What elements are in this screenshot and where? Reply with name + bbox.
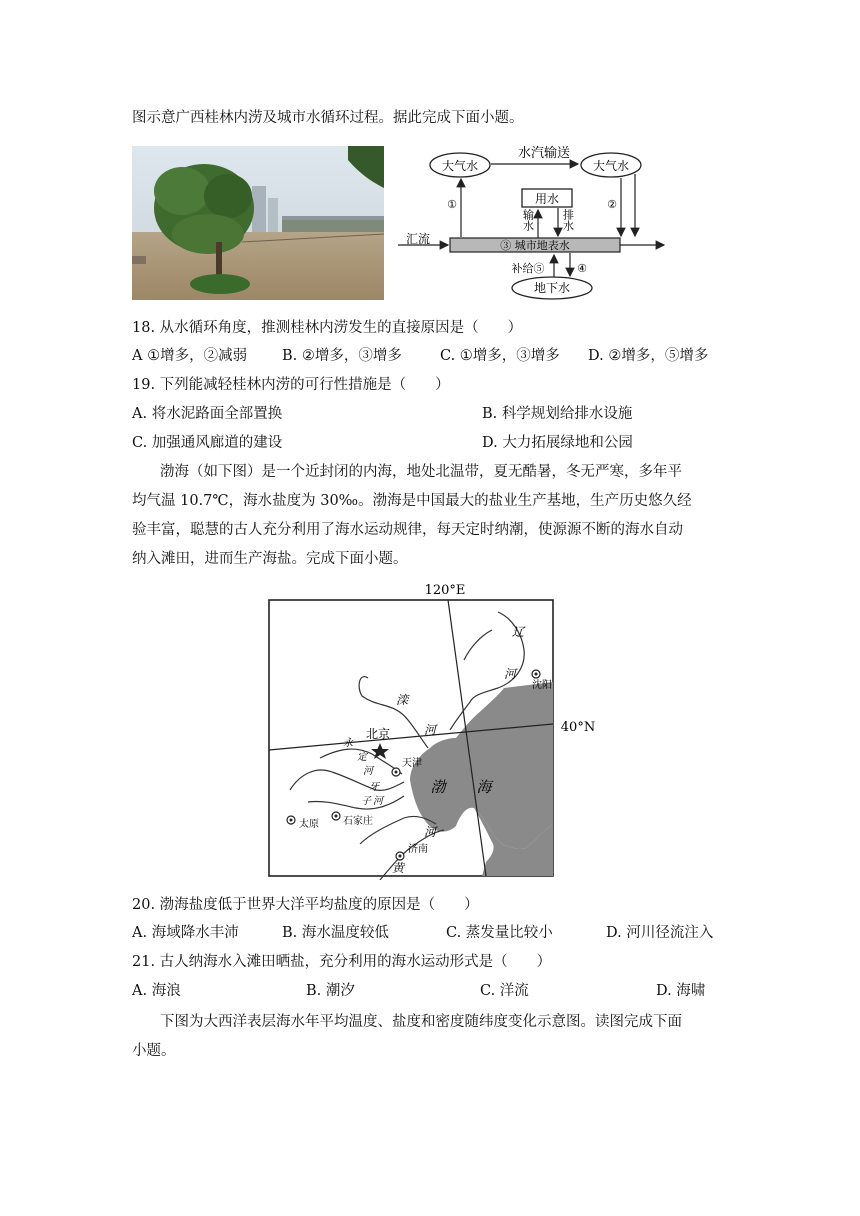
q19-options-row1 (132, 404, 732, 424)
surface-water-label: ③ 城市地表水 (500, 239, 570, 252)
q20-stem: 20. 渤海盐度低于世界大洋平均盐度的原因是（ ） (132, 897, 479, 913)
use-water-label: 用水 (534, 192, 560, 206)
q21-option-c[interactable]: C. 洋流 (480, 983, 529, 999)
para3-line2: 小题。 (132, 1043, 176, 1059)
yellow-label: 黄 (391, 861, 405, 875)
shijiazhuang-label: 石家庄 (343, 816, 373, 827)
q21-option-a[interactable]: A. 海浪 (132, 983, 181, 999)
para2-line1: 渤海（如下图）是一个近封闭的内海，地处北温带，夏无酷暑，冬无严寒，多年平 (160, 464, 682, 480)
tianjin-label: 天津 (402, 758, 422, 769)
para3-line1: 下图为大西洋表层海水年平均温度、盐度和密度随纬度变化示意图。读图完成下面 (160, 1014, 682, 1030)
label-1: ① (447, 198, 457, 211)
lat-label: 40°N (560, 720, 596, 735)
q19-options-row2 (132, 433, 732, 453)
q18-option-b[interactable]: B. ②增多，③增多 (282, 348, 402, 364)
left-atm-label: 大气水 (441, 159, 479, 173)
ya-label: 牙 (369, 782, 379, 793)
sea-label-hai: 海 (476, 778, 492, 796)
water-cycle-diagram (388, 142, 666, 304)
q18-stem: 18. 从水循环角度，推测桂林内涝发生的直接原因是（ ） (132, 320, 523, 336)
liao-label: 辽 (511, 625, 525, 639)
q18-option-c[interactable]: C. ①增多，③增多 (440, 348, 560, 364)
bohai-map (260, 578, 600, 880)
ziya-he-label: 河 (373, 796, 383, 807)
yong-label: 永 (343, 738, 353, 749)
para2-line2: 均气温 10.7℃，海水盐度为 30‰。渤海是中国最大的盐业生产基地，生产历史悠久经 (132, 493, 692, 509)
q20-option-b[interactable]: B. 海水温度较低 (282, 925, 389, 941)
taiyuan-label: 太原 (299, 819, 319, 830)
flood-photo (132, 146, 384, 300)
q20-option-a[interactable]: A. 海域降水丰沛 (132, 925, 239, 941)
q19-option-a[interactable]: A. 将水泥路面全部置换 (132, 406, 283, 422)
input-label: 输水 (521, 209, 535, 231)
q18-options (132, 346, 732, 366)
luan-label: 滦 (395, 693, 409, 707)
para2-line3: 验丰富，聪慧的古人充分利用了海水运动规律，每天定时纳潮，使源源不断的海水自动 (132, 522, 683, 538)
recharge-label: 补给⑤ (511, 262, 545, 275)
yongding-he-label: 河 (363, 766, 373, 777)
q18-option-a[interactable]: A ①增多，②减弱 (132, 348, 248, 364)
q19-option-c[interactable]: C. 加强通风廊道的建设 (132, 435, 283, 451)
q21-option-b[interactable]: B. 潮汐 (306, 983, 355, 999)
q21-option-d[interactable]: D. 海啸 (656, 983, 706, 999)
q18-option-d[interactable]: D. ②增多，⑤增多 (588, 348, 709, 364)
q20-options (132, 923, 732, 943)
label-2: ② (607, 198, 617, 211)
liao-he-label: 河 (503, 667, 517, 681)
vapor-transport-label: 水汽输送 (517, 146, 571, 161)
label-4: ④ (577, 262, 587, 275)
yellow-he-label: 河 (423, 825, 437, 839)
q21-options (132, 981, 732, 1001)
jinan-label: 济南 (408, 844, 428, 855)
intro-text: 图示意广西桂林内涝及城市水循环过程。据此完成下面小题。 (132, 110, 524, 126)
q20-option-d[interactable]: D. 河川径流注入 (606, 925, 714, 941)
right-atm-label: 大气水 (592, 159, 630, 173)
beijing-label: 北京 (365, 727, 391, 741)
luan-he-label: 河 (423, 723, 437, 737)
sea-label-bo: 渤 (430, 778, 446, 796)
q19-option-d[interactable]: D. 大力拓展绿地和公园 (482, 435, 633, 451)
q19-option-b[interactable]: B. 科学规划给排水设施 (482, 406, 633, 422)
groundwater-label: 地下水 (533, 281, 571, 295)
ding-label: 定 (357, 752, 367, 763)
zi-label: 子 (361, 796, 371, 807)
lon-label: 120°E (424, 583, 466, 598)
drain-label: 排水 (561, 209, 575, 231)
q20-option-c[interactable]: C. 蒸发量比较小 (446, 925, 553, 941)
q19-stem: 19. 下列能减轻桂林内涝的可行性措施是（ ） (132, 377, 450, 393)
shenyang-label: 沈阳 (532, 680, 552, 691)
para2-line4: 纳入滩田，进而生产海盐。完成下面小题。 (132, 551, 408, 567)
inflow-label: 汇流 (405, 232, 431, 246)
q21-stem: 21. 古人纳海水入滩田晒盐，充分利用的海水运动形式是（ ） (132, 954, 552, 970)
